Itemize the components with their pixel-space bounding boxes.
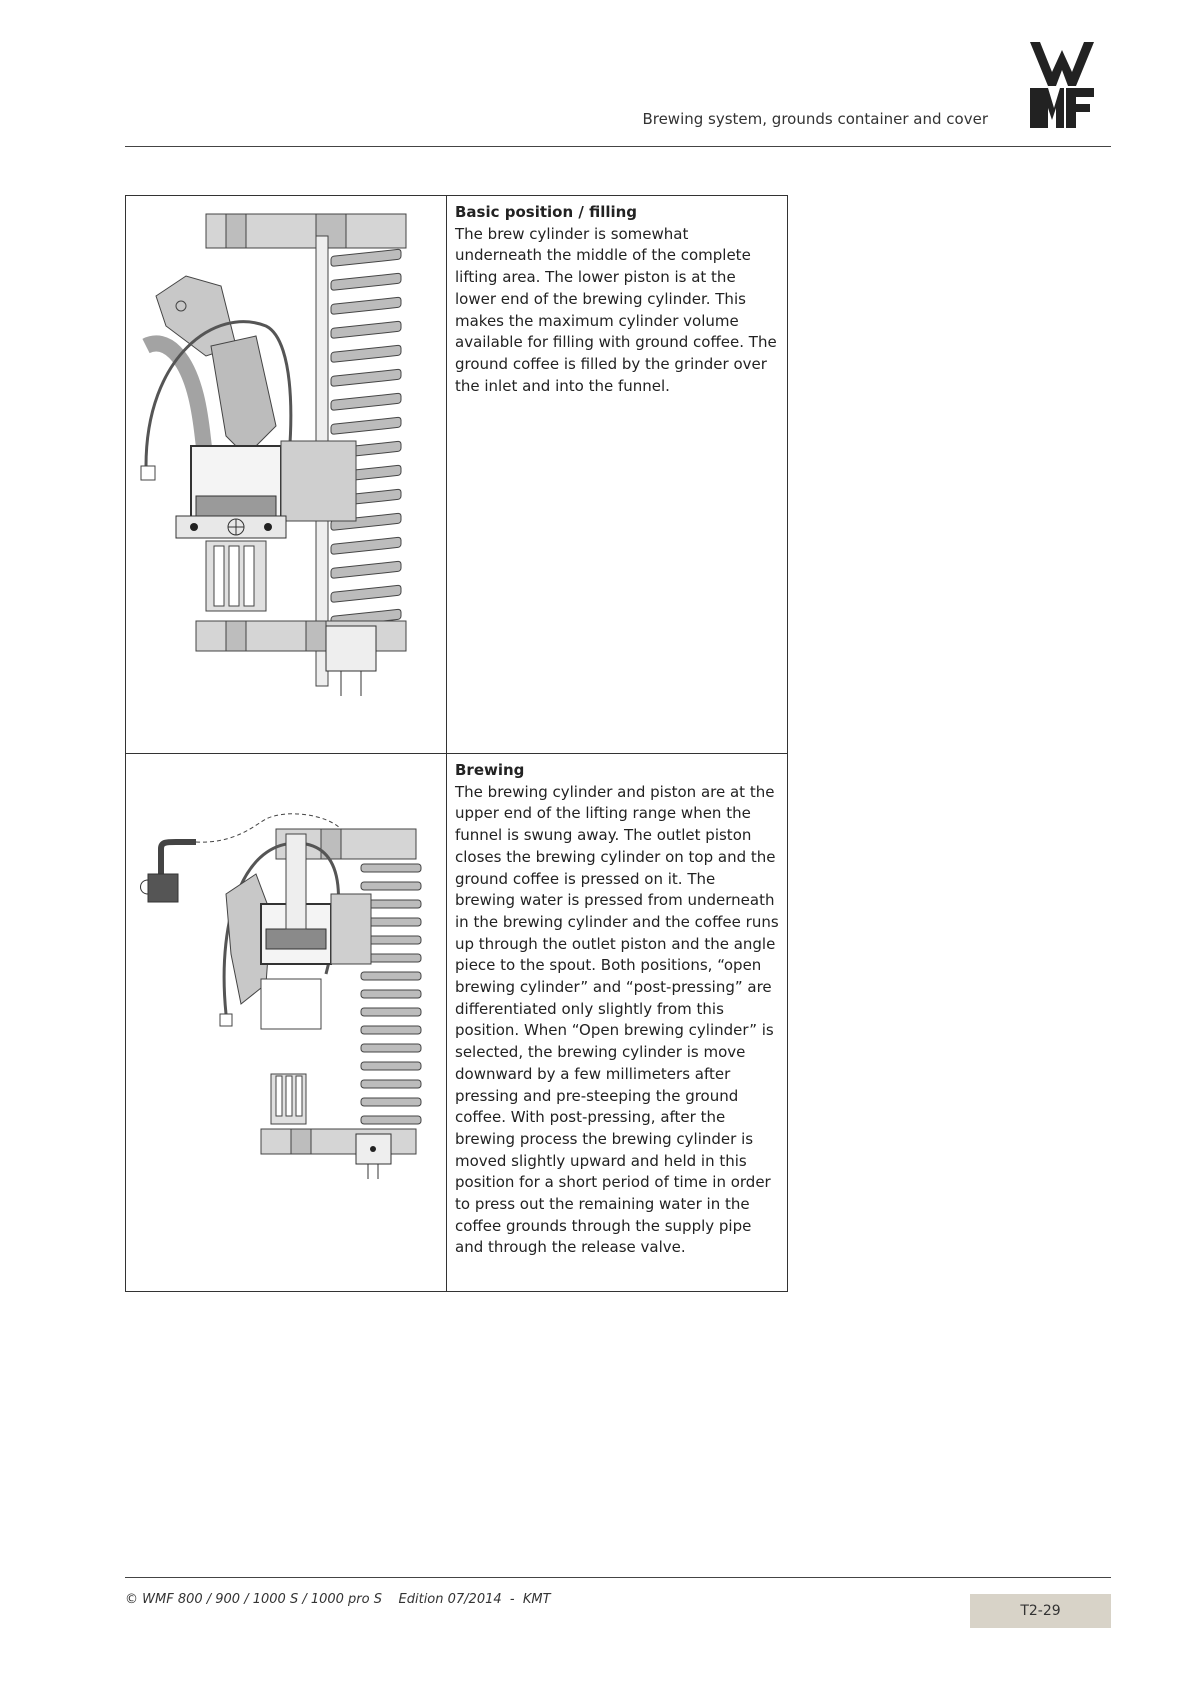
table-row (126, 754, 788, 1292)
diagram-cell-brewing (126, 754, 447, 1292)
page-number-badge: T2-29 (970, 1594, 1111, 1628)
section-title: Basic position / filling (455, 203, 638, 221)
brewing-diagram (126, 754, 446, 1279)
content-table (125, 195, 788, 1292)
header-rule (125, 146, 1111, 147)
footer-rule (125, 1577, 1111, 1578)
header-title: Brewing system, grounds container and cover (642, 110, 988, 128)
wmf-logo (1026, 42, 1098, 130)
filling-diagram (126, 196, 446, 741)
table-row (126, 196, 788, 754)
section-body: The brew cylinder is somewhat underneath the middle of the complete lifting area. The lower piston is at the lower end of the brewing cylinder. This makes the maximum cylinder volume available for filling with ground coffee. The ground coffee is filled by the grinder over the inlet and into the funnel. (455, 224, 777, 395)
footer-copyright: © WMF 800 / 900 / 1000 S / 1000 pro S Edition 07/2014 - KMT (125, 1592, 551, 1607)
section-body: The brewing cylinder and piston are at the upper end of the lifting range when the funnel is swung away. The outlet piston closes the brewing cylinder on top and the ground coffee is pressed on it. The brewing water is pressed from underneath in the brewing cylinder and the coffee runs up through the outlet piston and the angle piece to the spout. Both positions, “open brewing cylinder” and “post-pressing” are differentiated only slightly from this position. When “Open brewing cylinder” is selected, the brewing cylinder is move downward by a few millimeters after pressing and pre-steeping the ground coffee. With post-pressing, after the brewing process the brewing cylinder is moved slightly upward and held in this position for a short period of time in order to press out the remaining water in the coffee grounds through the supply pipe and through the release valve. (455, 782, 779, 1257)
diagram-cell-filling (126, 196, 447, 754)
section-title: Brewing (455, 761, 525, 779)
section-filling (447, 196, 788, 754)
section-brewing (447, 754, 788, 1292)
